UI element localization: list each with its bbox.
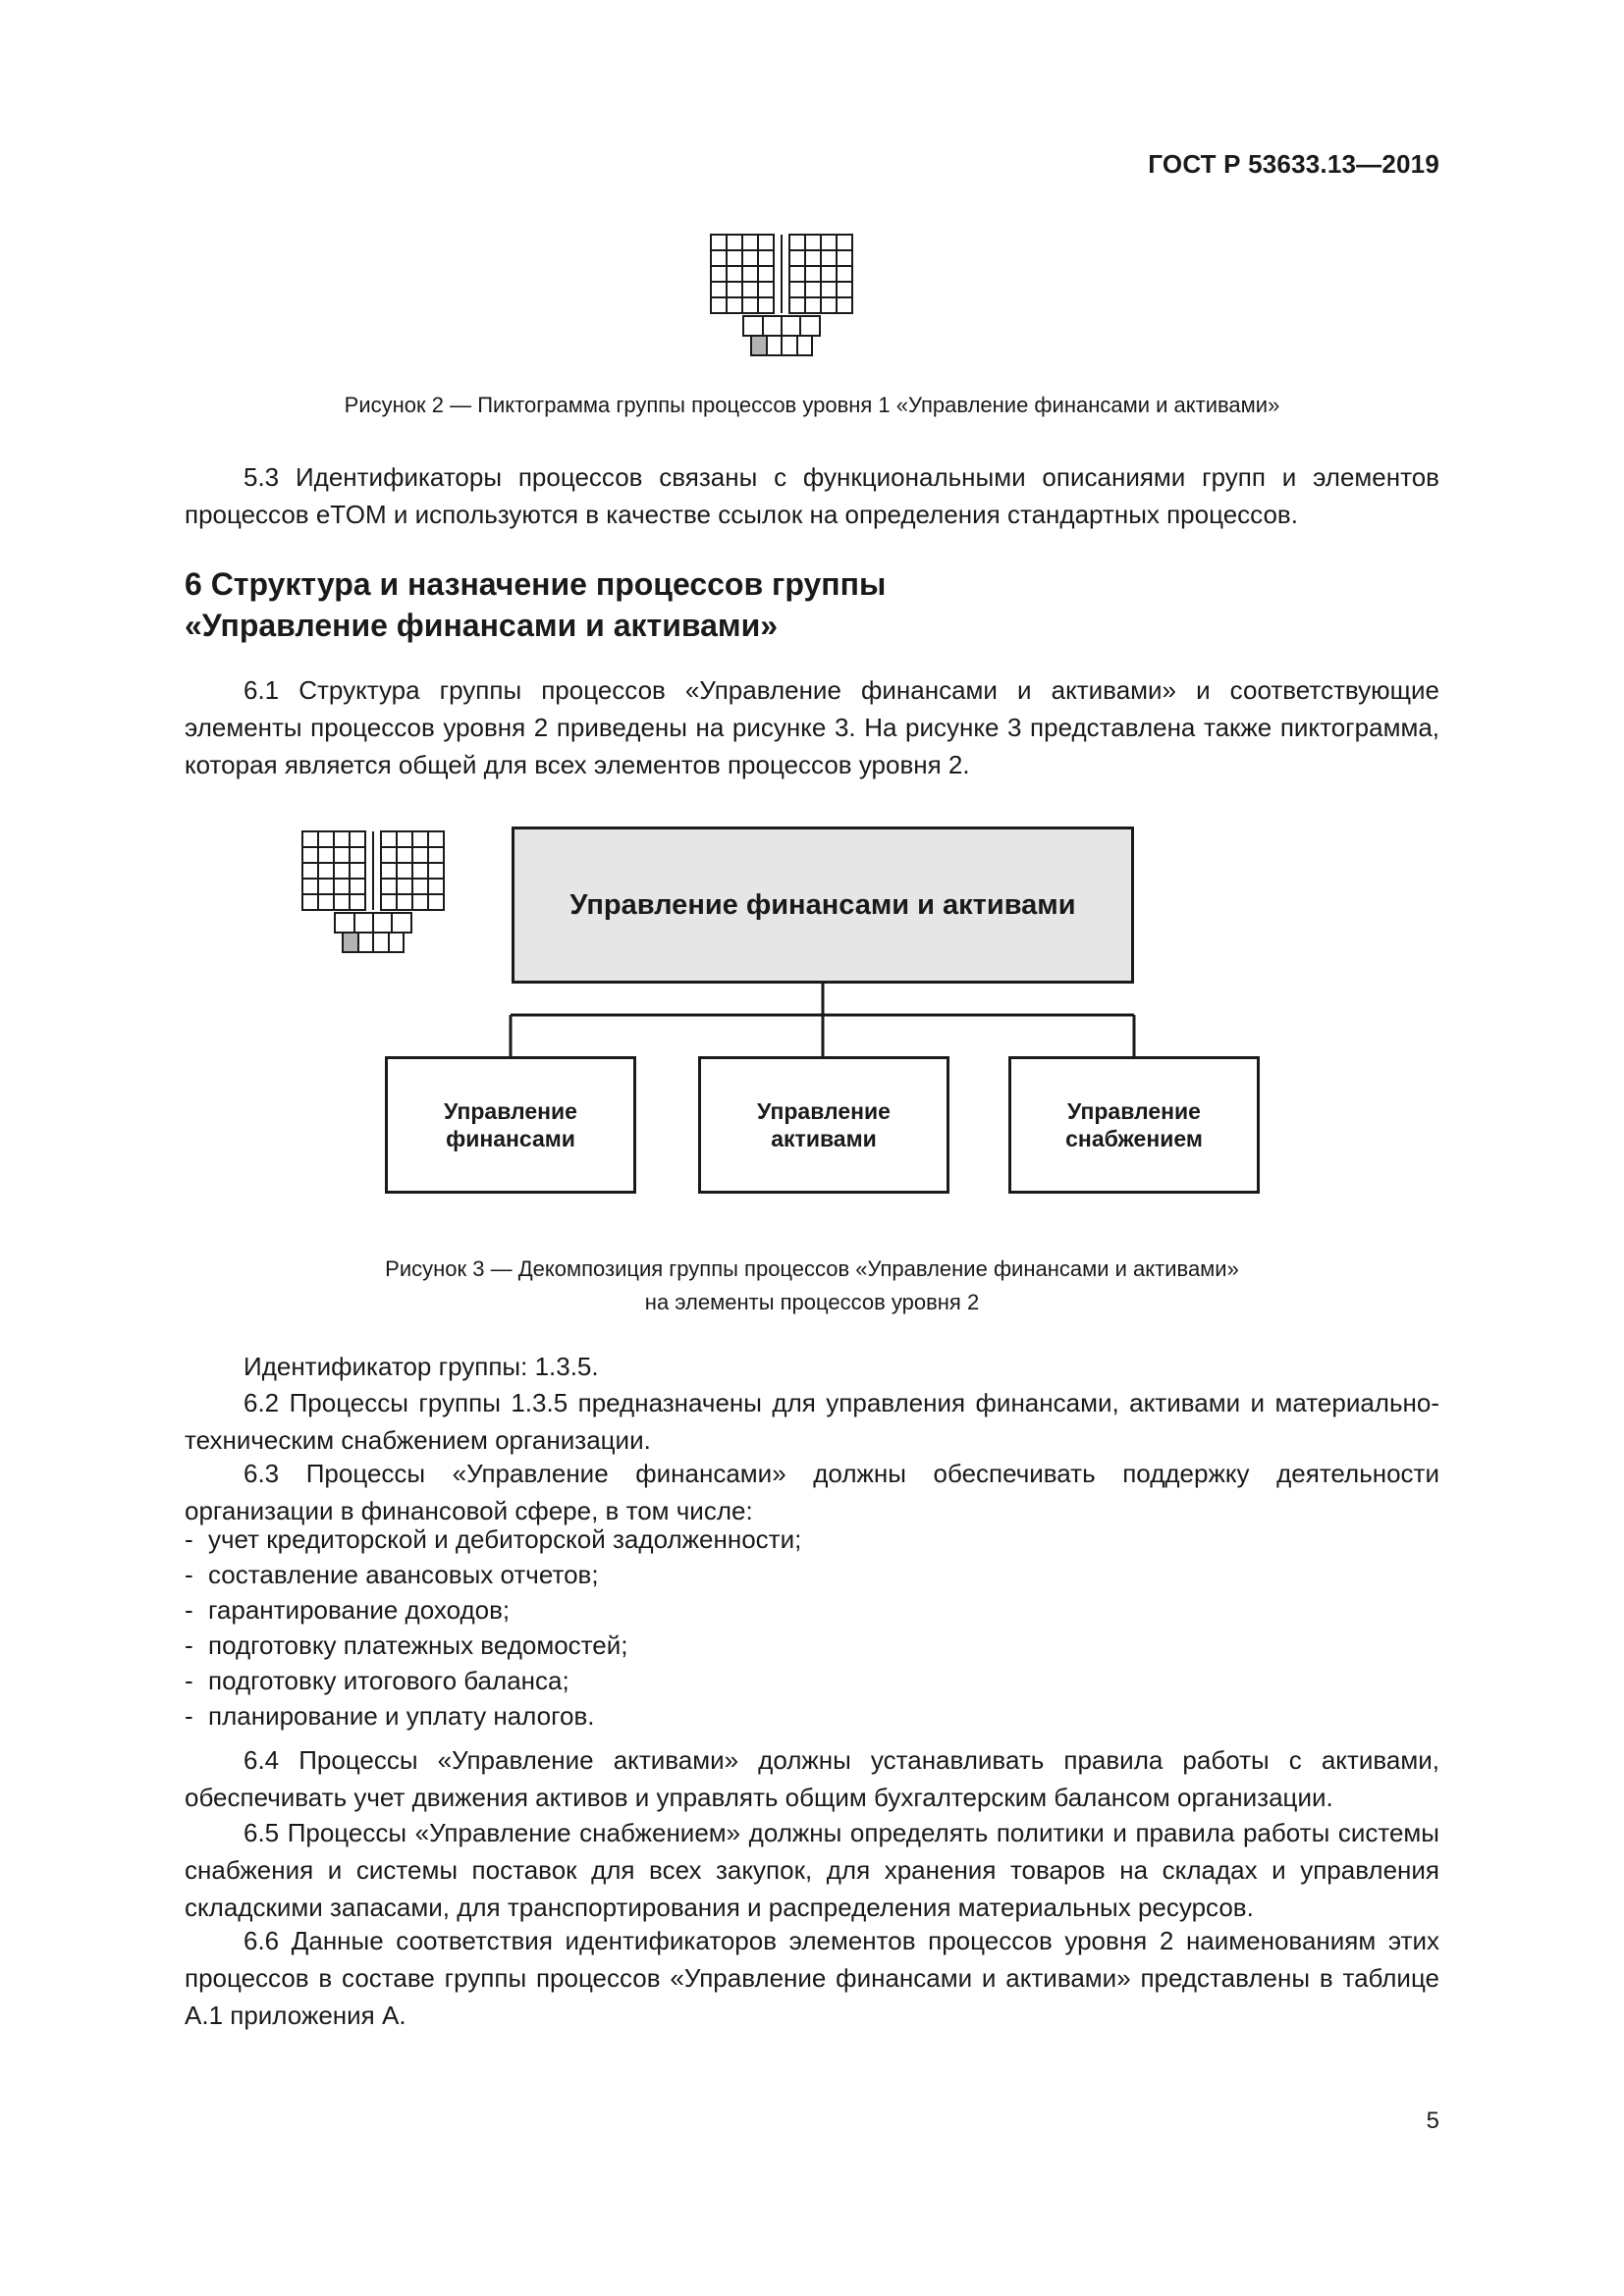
list-bullet: -	[185, 1666, 193, 1695]
process-element-label-line1: Управление	[1067, 1098, 1201, 1124]
list-item-text: учет кредиторской и дебиторской задолженности;	[208, 1524, 802, 1554]
group-identifier: Идентификатор группы: 1.3.5.	[244, 1352, 599, 1381]
paragraph-6-5: 6.5 Процессы «Управление снабжением» должны определять политики и правила работы системы снабжения и системы поставок для всех закупок, для хранения товаров на складах и управления складскими запасами, для транспортирования и распределения материальных ресурсов.	[185, 1818, 1439, 1922]
process-element-label-line2: снабжением	[1065, 1126, 1203, 1151]
list-bullet: -	[185, 1560, 193, 1589]
list-bullet: -	[185, 1630, 193, 1660]
list-item-text: гарантирование доходов;	[208, 1595, 511, 1625]
paragraph-6-2: 6.2 Процессы группы 1.3.5 предназначены для управления финансами, активами и материально-техническим снабжением организации.	[185, 1388, 1439, 1455]
list-item-text: подготовку платежных ведомостей;	[208, 1630, 628, 1660]
process-group-box-label: Управление финансами и активами	[569, 888, 1076, 921]
paragraph-6-4: 6.4 Процессы «Управление активами» должны устанавливать правила работы с активами, обеспечивать учет движения активов и управлять общим бухгалтерским балансом организации.	[185, 1745, 1439, 1812]
figure-3-caption	[0, 1253, 1624, 1319]
figure-2-caption: Рисунок 2 — Пиктограмма группы процессов уровня 1 «Управление финансами и активами»	[344, 393, 1280, 417]
finance-tasks-list	[185, 1522, 1439, 1734]
process-element-box-supply	[1008, 1056, 1260, 1194]
list-bullet: -	[185, 1524, 193, 1554]
paragraph-6-6: 6.6 Данные соответствия идентификаторов элементов процессов уровня 2 наименованиям этих процессов в составе группы процессов «Управление финансами и активами» представлены в таблице А.1 приложения А.	[185, 1926, 1439, 2030]
process-element-label-line1: Управление	[444, 1098, 577, 1124]
list-bullet: -	[185, 1701, 193, 1731]
list-item	[185, 1698, 1439, 1734]
list-bullet: -	[185, 1595, 193, 1625]
process-element-label-line2: активами	[771, 1126, 877, 1151]
section-6-title-line2: «Управление финансами и активами»	[185, 608, 779, 643]
list-item	[185, 1628, 1439, 1663]
list-item-text: составление авансовых отчетов;	[208, 1560, 599, 1589]
list-item	[185, 1592, 1439, 1628]
list-item	[185, 1663, 1439, 1698]
list-item-text: планирование и уплату налогов.	[208, 1701, 595, 1731]
list-item	[185, 1557, 1439, 1592]
figure-3-caption-line1: Рисунок 3 — Декомпозиция группы процессов «Управление финансами и активами»	[385, 1256, 1239, 1281]
process-element-box-finance	[385, 1056, 636, 1194]
list-item-text: подготовку итогового баланса;	[208, 1666, 569, 1695]
process-element-box-assets	[698, 1056, 949, 1194]
paragraph-6-3: 6.3 Процессы «Управление финансами» должны обеспечивать поддержку деятельности организации в финансовой сфере, в том числе:	[185, 1459, 1439, 1525]
page-number: 5	[1426, 2108, 1439, 2134]
paragraph-5-3: 5.3 Идентификаторы процессов связаны с функциональными описаниями групп и элементов процессов eTOM и используются в качестве ссылок на определения стандартных процессов.	[185, 462, 1439, 529]
document-code: ГОСТ Р 53633.13—2019	[1148, 149, 1439, 179]
process-group-box	[512, 827, 1134, 984]
figure-3-caption-line2: на элементы процессов уровня 2	[644, 1290, 980, 1314]
paragraph-6-1: 6.1 Структура группы процессов «Управление финансами и активами» и соответствующие элементы процессов уровня 2 приведены на рисунке 3. На рисунке 3 представлена также пиктограмма, которая является общей для всех элементов процессов уровня 2.	[185, 675, 1439, 779]
process-element-label-line2: финансами	[446, 1126, 575, 1151]
process-element-label-line1: Управление	[757, 1098, 891, 1124]
list-item	[185, 1522, 1439, 1557]
section-6-title-line1: 6 Структура и назначение процессов группы	[185, 566, 887, 602]
